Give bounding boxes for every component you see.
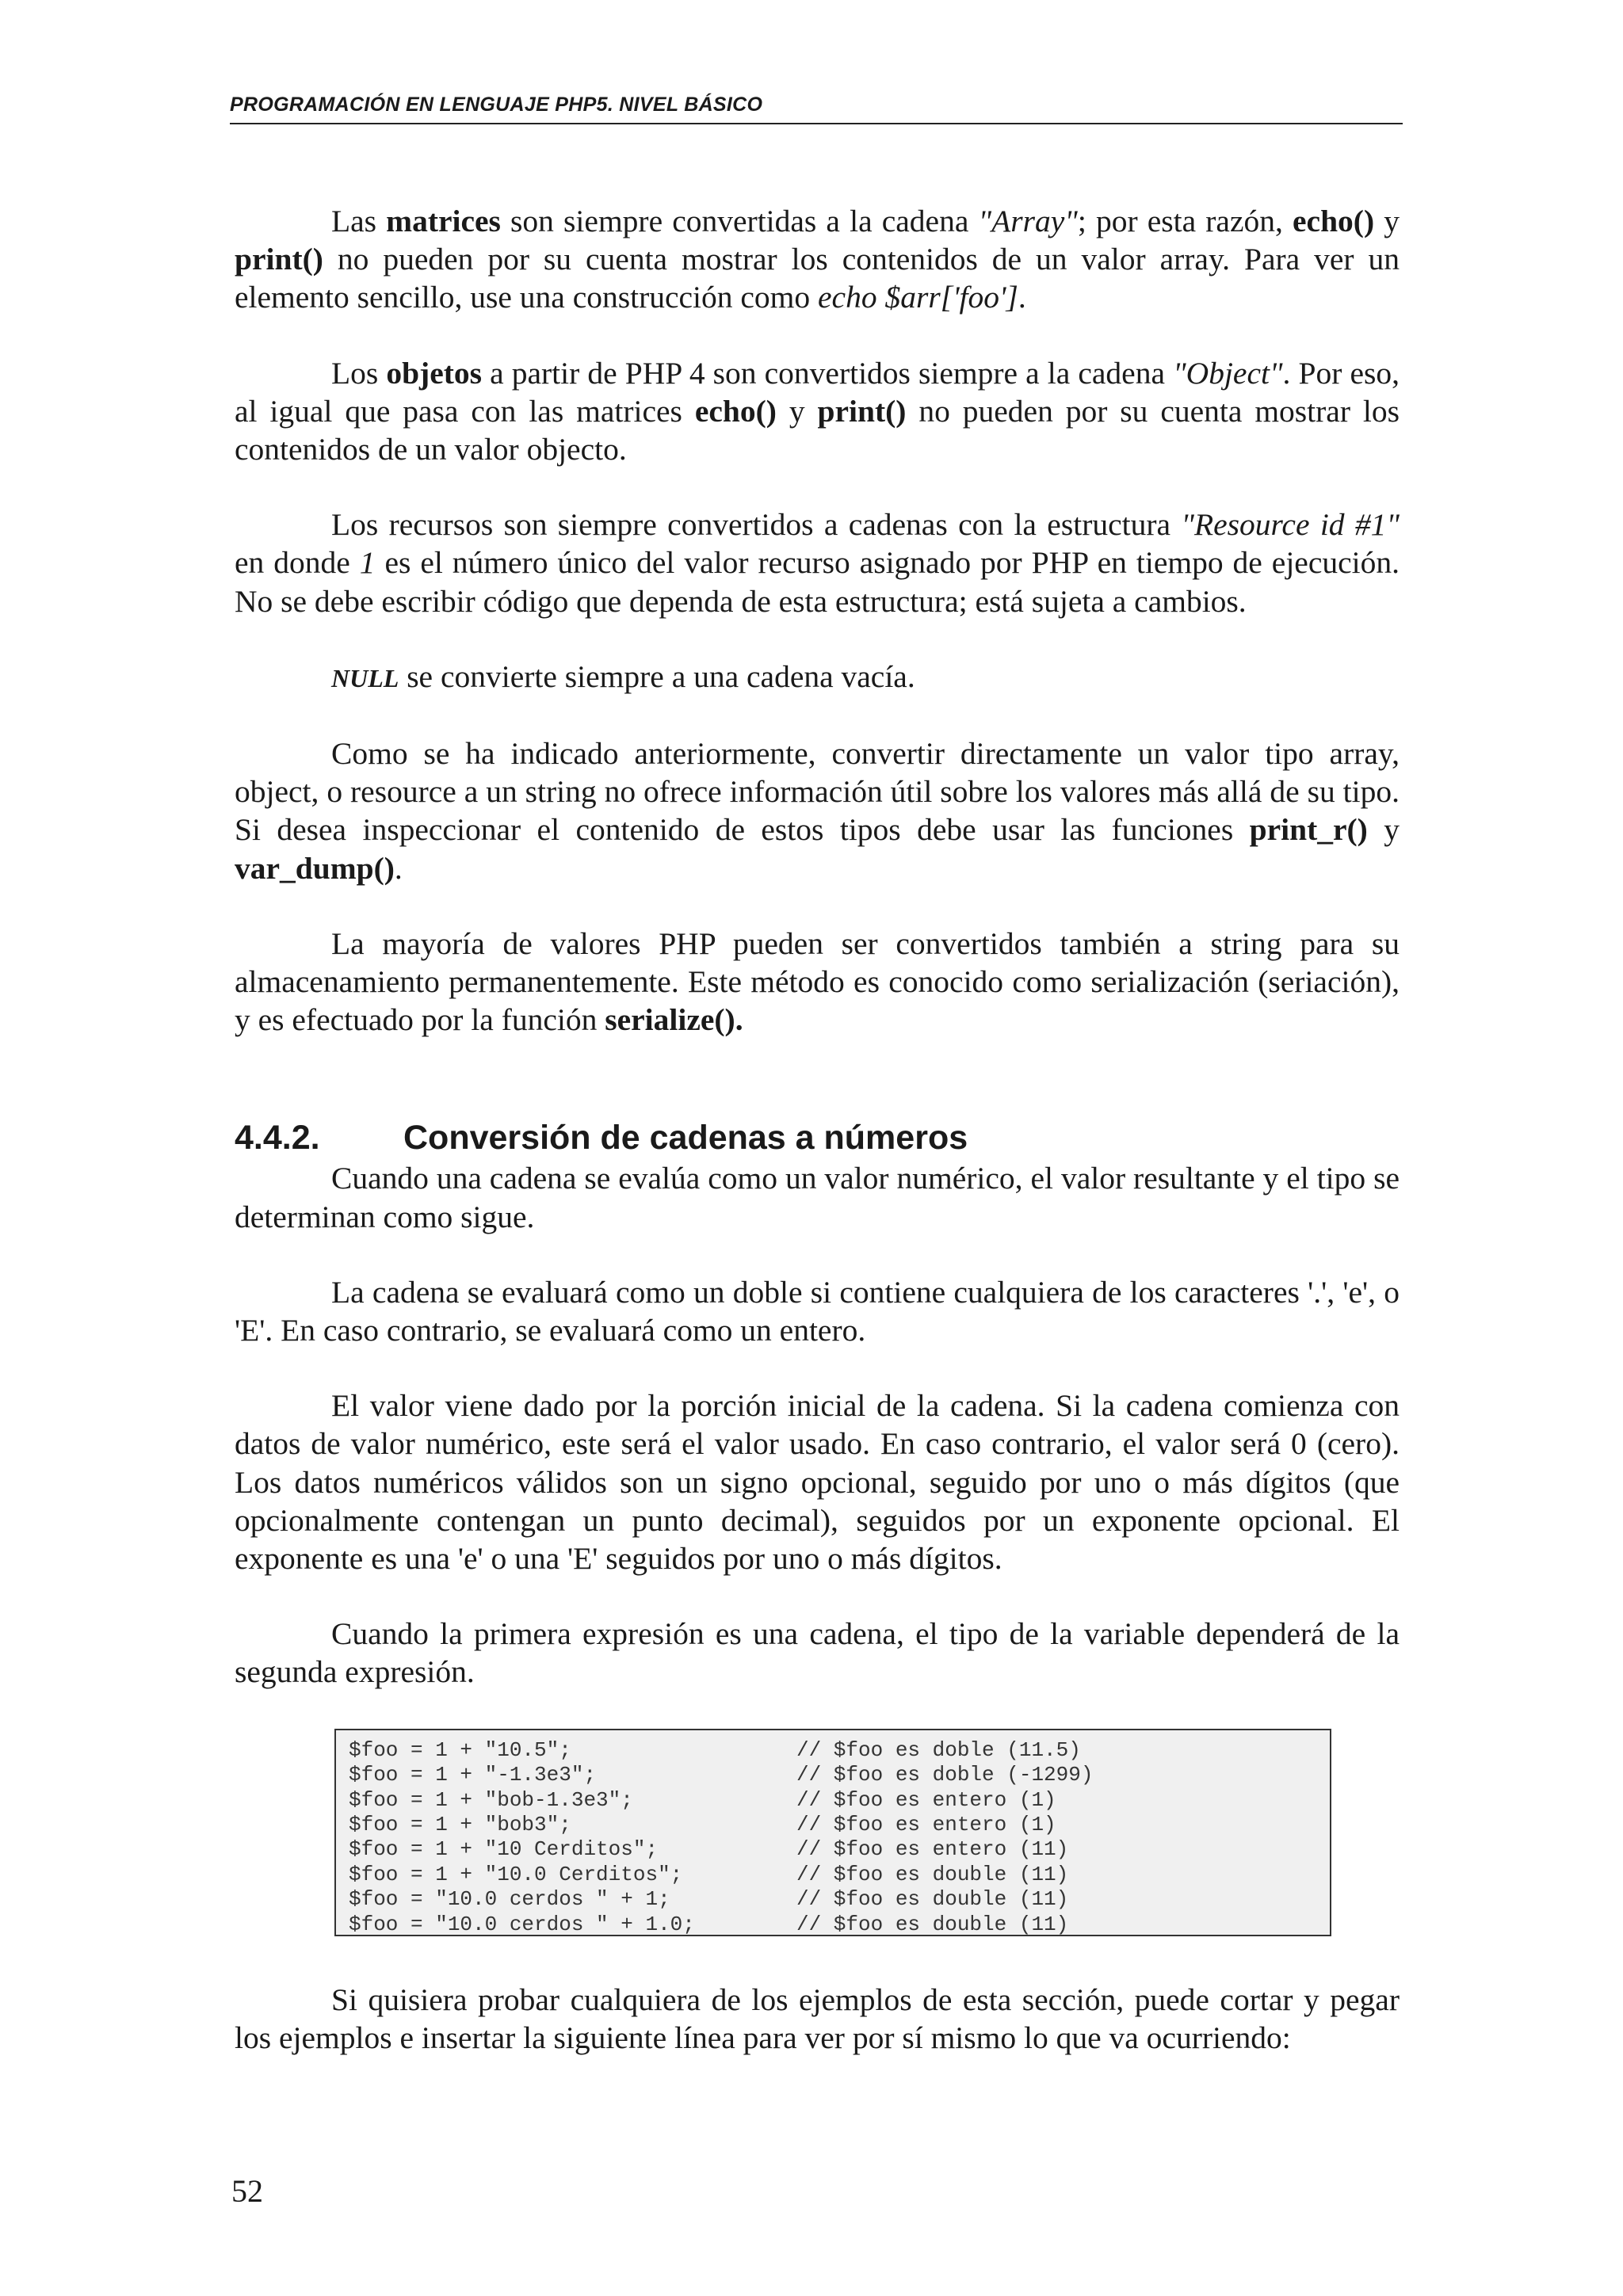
paragraph-resources <box>235 505 1400 620</box>
text-run: a partir de PHP 4 son convertidos siempre a la cadena <box>482 355 1174 391</box>
paragraph-initial-portion: El valor viene dado por la porción inicial de la cadena. Si la cadena comienza con datos de valor numérico, este será el valor usado. En caso contrario, el valor será 0 (cero). Los datos numéricos válidos son un signo opcional, seguido por uno o más dígitos (que opcionalmente contengan un punto decimal), seguidos por un exponente opcional. El exponente es una 'e' o una 'E' seguidos por uno o más dígitos. <box>235 1388 1400 1577</box>
code-statement: $foo = 1 + "bob3"; <box>349 1812 571 1836</box>
text-run: en donde <box>235 545 360 581</box>
text-run: no pueden por su cuenta mostrar los contenidos de un valor array. Para ver un elemento sencillo, use una construcción como <box>235 242 1400 315</box>
text-run: Los <box>331 355 387 391</box>
text-run: Las <box>331 204 387 238</box>
code-statement: $foo = 1 + "10 Cerditos"; <box>349 1837 659 1862</box>
code-statement: $foo = 1 + "-1.3e3"; <box>349 1763 597 1787</box>
text-run: . <box>394 850 403 886</box>
paragraph-null <box>235 658 1400 697</box>
code-line <box>349 1837 1330 1862</box>
section-heading <box>235 1116 1400 1159</box>
code-line <box>349 1863 1330 1887</box>
text-run: no pueden por su cuenta mostrar los contenidos de un valor objecto. <box>235 393 1400 467</box>
italic-term: "Resource id #1" <box>1181 507 1400 543</box>
text-run: se convierte siempre a una cadena vacía. <box>399 658 915 694</box>
bold-term: objetos <box>386 355 483 391</box>
paragraph-try-examples: Si quisiera probar cualquiera de los ejemplos de esta sección, puede cortar y pegar los ejemplos e insertar la siguiente línea para ver por sí mismo lo que va ocurriendo: <box>235 1981 1400 2055</box>
text-run: es el número único del valor recurso asignado por PHP en tiempo de ejecución. No se debe escribir código que dependa de esta estructura; está sujeta a cambios. <box>235 545 1400 619</box>
code-line <box>349 1913 1330 1937</box>
text-run: . <box>1018 280 1026 315</box>
page-number: 52 <box>231 2173 263 2209</box>
code-statement: $foo = "10.0 cerdos " + 1; <box>349 1887 670 1912</box>
bold-term: print() <box>817 393 907 429</box>
text-run: y <box>776 393 818 429</box>
bold-term: print_r() <box>1249 812 1368 848</box>
code-statement: $foo = 1 + "10.0 Cerditos"; <box>349 1862 683 1886</box>
code-line <box>349 1763 1330 1787</box>
paragraph-inspect <box>235 734 1400 887</box>
section-title: Conversión de cadenas a números <box>403 1119 968 1158</box>
paragraph-double-rule: La cadena se evaluará como un doble si contiene cualquiera de los caracteres '.', 'e', o 'E'. En caso contrario, se evaluará como un entero. <box>235 1274 1400 1348</box>
code-comment: // $foo es doble (-1299) <box>796 1763 1094 1787</box>
bold-term: serialize(). <box>605 1002 743 1038</box>
code-statement: $foo = 1 + "10.5"; <box>349 1737 571 1762</box>
code-comment: // $foo es double (11) <box>796 1887 1069 1912</box>
code-line <box>349 1887 1330 1912</box>
code-comment: // $foo es double (11) <box>796 1912 1069 1936</box>
paragraph-objects <box>235 354 1400 469</box>
code-comment: // $foo es entero (11) <box>796 1837 1069 1862</box>
code-comment: // $foo es entero (1) <box>796 1787 1056 1812</box>
paragraph-second-expression: Cuando la primera expresión es una cadena, el tipo de la variable dependerá de la segunda expresión. <box>235 1616 1400 1690</box>
bold-term: echo() <box>1293 204 1375 238</box>
italic-term: "Object" <box>1173 355 1283 391</box>
paragraph-arrays <box>235 202 1400 317</box>
italic-term: 1 <box>359 545 376 581</box>
text-run: ; por esta razón, <box>1077 204 1293 238</box>
text-run: y <box>1374 204 1400 238</box>
bold-term: print() <box>235 242 323 277</box>
paragraph-evaluation: Cuando una cadena se evalúa como un valor numérico, el valor resultante y el tipo se determinan como sigue. <box>235 1161 1400 1234</box>
code-line <box>349 1813 1330 1837</box>
text-run: son siempre convertidas a la cadena <box>500 204 979 238</box>
null-keyword: NULL <box>331 663 399 692</box>
code-comment: // $foo es doble (11.5) <box>796 1737 1081 1762</box>
code-comment: // $foo es double (11) <box>796 1862 1069 1886</box>
code-statement: $foo = 1 + "bob-1.3e3"; <box>349 1787 633 1812</box>
code-comment: // $foo es entero (1) <box>796 1812 1056 1836</box>
code-line <box>349 1738 1330 1763</box>
paragraph-serialize <box>235 925 1400 1039</box>
italic-term: echo $arr['foo'] <box>818 280 1018 315</box>
text-run: . Por eso, al igual que pasa con las matrices <box>235 355 1400 429</box>
bold-term: echo() <box>694 393 777 429</box>
italic-term: "Array" <box>978 204 1078 238</box>
bold-term: var_dump() <box>235 850 395 886</box>
code-statement: $foo = "10.0 cerdos " + 1.0; <box>349 1912 695 1936</box>
text-run: Los recursos son siempre convertidos a cadenas con la estructura <box>331 507 1182 543</box>
text-run: La mayoría de valores PHP pueden ser convertidos también a string para su almacenamiento permanentemente. Este método es conocido como serialización (seriación), y es efectuado por la función <box>235 925 1400 1038</box>
page-body <box>235 202 1400 2057</box>
code-example-box <box>334 1729 1331 1936</box>
bold-term: matrices <box>386 204 501 238</box>
section-number: 4.4.2. <box>235 1119 320 1158</box>
code-line <box>349 1788 1330 1813</box>
text-run: y <box>1367 812 1400 848</box>
running-header: PROGRAMACIÓN EN LENGUAJE PHP5. NIVEL BÁSICO <box>230 93 1403 124</box>
text-run: Como se ha indicado anteriormente, convertir directamente un valor tipo array, object, o resource a un string no ofrece información útil sobre los valores más allá de su tipo. Si desea inspeccionar el contenido de estos tipos debe usar las funciones <box>235 736 1400 848</box>
